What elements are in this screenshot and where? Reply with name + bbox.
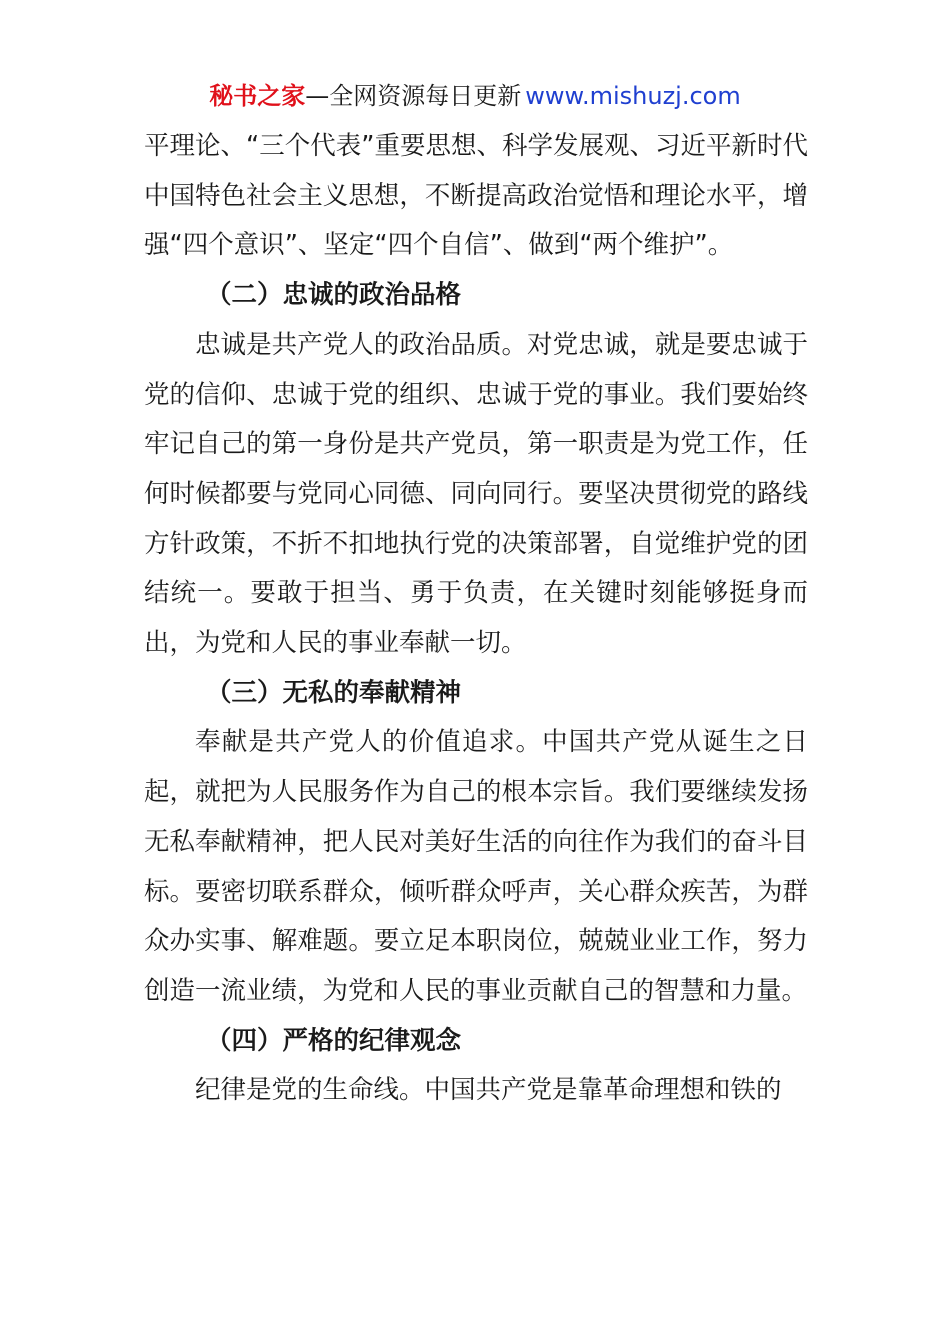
header-tagline: —全网资源每日更新: [305, 82, 522, 110]
page-header: [0, 80, 950, 112]
site-url[interactable]: www.mishuzj.com: [525, 82, 741, 110]
paragraph-continued: 平理论、“三个代表”重要思想、科学发展观、习近平新时代中国特色社会主义思想，不断提高政治觉悟和理论水平，增强“四个意识”、坚定“四个自信”、做到“两个维护”。: [144, 131, 808, 261]
paragraph-loyalty: 忠诚是共产党人的政治品质。对党忠诚，就是要忠诚于党的信仰、忠诚于党的组织、忠诚于党的事业。我们要始终牢记自己的第一身份是共产党员，第一职责是为党工作，任何时候都要与党同心同德、同向同行。要坚决贯彻党的路线方针政策，不折不扣地执行党的决策部署，自觉维护党的团结统一。要敢于担当、勇于负责，在关键时刻能够挺身而出，为党和人民的事业奉献一切。: [144, 329, 808, 659]
document-body: [144, 122, 808, 1116]
section-heading-4: （四）严格的纪律观念: [206, 1025, 462, 1056]
section-heading-3: （三）无私的奉献精神: [206, 677, 462, 708]
paragraph-discipline: 纪律是党的生命线。中国共产党是靠革命理想和铁的: [195, 1075, 782, 1106]
brand-name: 秘书之家: [209, 82, 306, 110]
paragraph-dedication: 奉献是共产党人的价值追求。中国共产党从诞生之日起，就把为人民服务作为自己的根本宗旨。我们要继续发扬无私奉献精神，把人民对美好生活的向往作为我们的奋斗目标。要密切联系群众，倾听群众呼声，关心群众疾苦，为群众办实事、解难题。要立足本职岗位，兢兢业业工作，努力创造一流业绩，为党和人民的事业贡献自己的智慧和力量。: [144, 727, 808, 1006]
section-heading-2: （二）忠诚的政治品格: [206, 280, 462, 311]
